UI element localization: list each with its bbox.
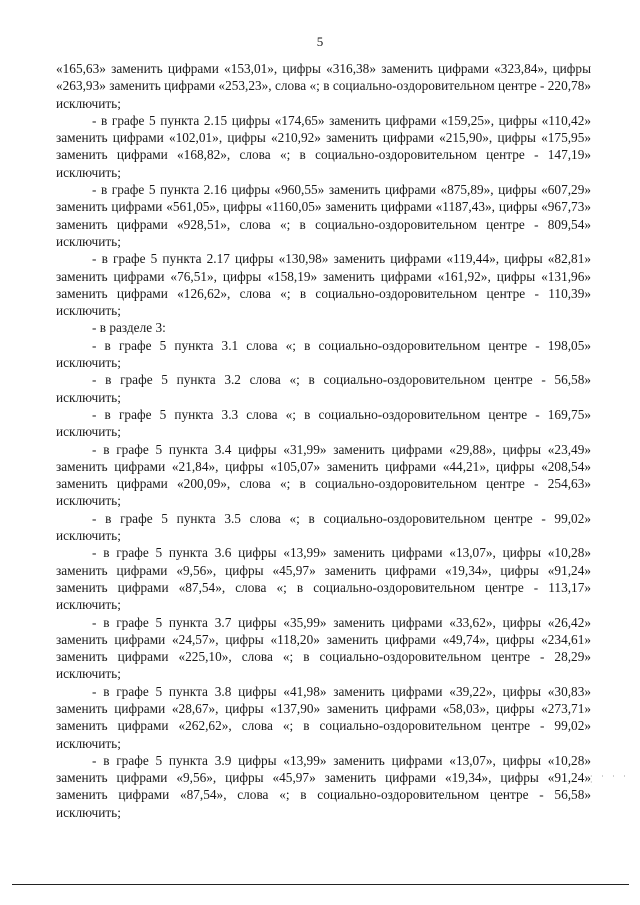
paragraph-item-3-8: - в графе 5 пункта 3.8 цифры «41,98» заменить цифрами «39,22», цифры «30,83» заменить цифрами «28,67», цифры «137,90» заменить цифрами «58,03», цифры «273,71» заменить цифрами «262,62», слова «; в социально-оздоровительном центре - 99,02» исключить; <box>56 683 591 751</box>
paragraph-item-2-16: - в графе 5 пункта 2.16 цифры «960,55» заменить цифрами «875,89», цифры «607,29» заменить цифрами «561,05», цифры «1160,05» заменить цифрами «1187,43», цифры «967,73» заменить цифрами «928,51», слова «; в социально-оздоровительном центре - 809,54» исключить; <box>56 182 591 249</box>
paragraph-item-3-3: - в графе 5 пункта 3.3 слова «; в социально-оздоровительном центре - 169,75» исключить; <box>56 406 591 440</box>
bottom-rule-divider <box>12 884 629 885</box>
paragraph-item-3-2: - в графе 5 пункта 3.2 слова «; в социально-оздоровительном центре - 56,58» исключить; <box>56 372 591 405</box>
paragraph-item-3-9: - в графе 5 пункта 3.9 цифры «13,99» заменить цифрами «13,07», цифры «10,28» заменить цифрами «9,56», цифры «45,97» заменить цифрами «19,34», цифры «91,24» заменить цифрами «87,54», слова «; в социально-оздоровительном центре - 56,58» исключить; <box>56 752 591 820</box>
paragraph-item-3-7: - в графе 5 пункта 3.7 цифры «35,99» заменить цифрами «33,62», цифры «26,42» заменить цифрами «24,57», цифры «118,20» заменить цифрами «49,74», цифры «234,61» заменить цифрами «225,10», слова «; в социально-оздоровительном центре - 28,29» исключить; <box>56 614 591 682</box>
paragraph-continuation: «165,63» заменить цифрами «153,01», цифры «316,38» заменить цифрами «323,84», цифры «263,93» заменить цифрами «253,23», слова «; в социально-оздоровительном центре - 220,78» исключить; <box>56 61 591 111</box>
paragraph-item-2-17: - в графе 5 пункта 2.17 цифры «130,98» заменить цифрами «119,44», цифры «82,81» заменить цифрами «76,51», цифры «158,19» заменить цифрами «161,92», цифры «131,96» заменить цифрами «126,62», слова «; в социально-оздоровительном центре - 110,39» исключить; <box>56 251 591 319</box>
paragraph-item-3-1: - в графе 5 пункта 3.1 слова «; в социально-оздоровительном центре - 198,05» исключить; <box>56 337 591 371</box>
paragraph-section-3-heading: - в разделе 3: <box>92 320 166 336</box>
scan-artifact-dots: · · · · · <box>590 772 629 787</box>
paragraph-item-3-6: - в графе 5 пункта 3.6 цифры «13,99» заменить цифрами «13,07», цифры «10,28» заменить цифрами «9,56», цифры «45,97» заменить цифрами «19,34», цифры «91,24» заменить цифрами «87,54», слова «; в социально-оздоровительном центре - 113,17» исключить; <box>56 545 591 613</box>
document-body <box>56 60 591 821</box>
page-number: 5 <box>316 34 324 49</box>
paragraph-item-3-4: - в графе 5 пункта 3.4 цифры «31,99» заменить цифрами «29,88», цифры «23,49» заменить цифрами «21,84», цифры «105,07» заменить цифрами «44,21», цифры «208,54» заменить цифрами «200,09», слова «; в социально-оздоровительном центре - 254,63» исключить; <box>56 441 591 509</box>
paragraph-item-2-15: - в графе 5 пункта 2.15 цифры «174,65» заменить цифрами «159,25», цифры «110,42» заменить цифрами «102,01», цифры «210,92» заменить цифрами «215,90», цифры «175,95» заменить цифрами «168,82», слова «; в социально-оздоровительном центре - 147,19» исключить; <box>56 112 591 180</box>
paragraph-item-3-5: - в графе 5 пункта 3.5 слова «; в социально-оздоровительном центре - 99,02» исключить; <box>56 510 591 544</box>
